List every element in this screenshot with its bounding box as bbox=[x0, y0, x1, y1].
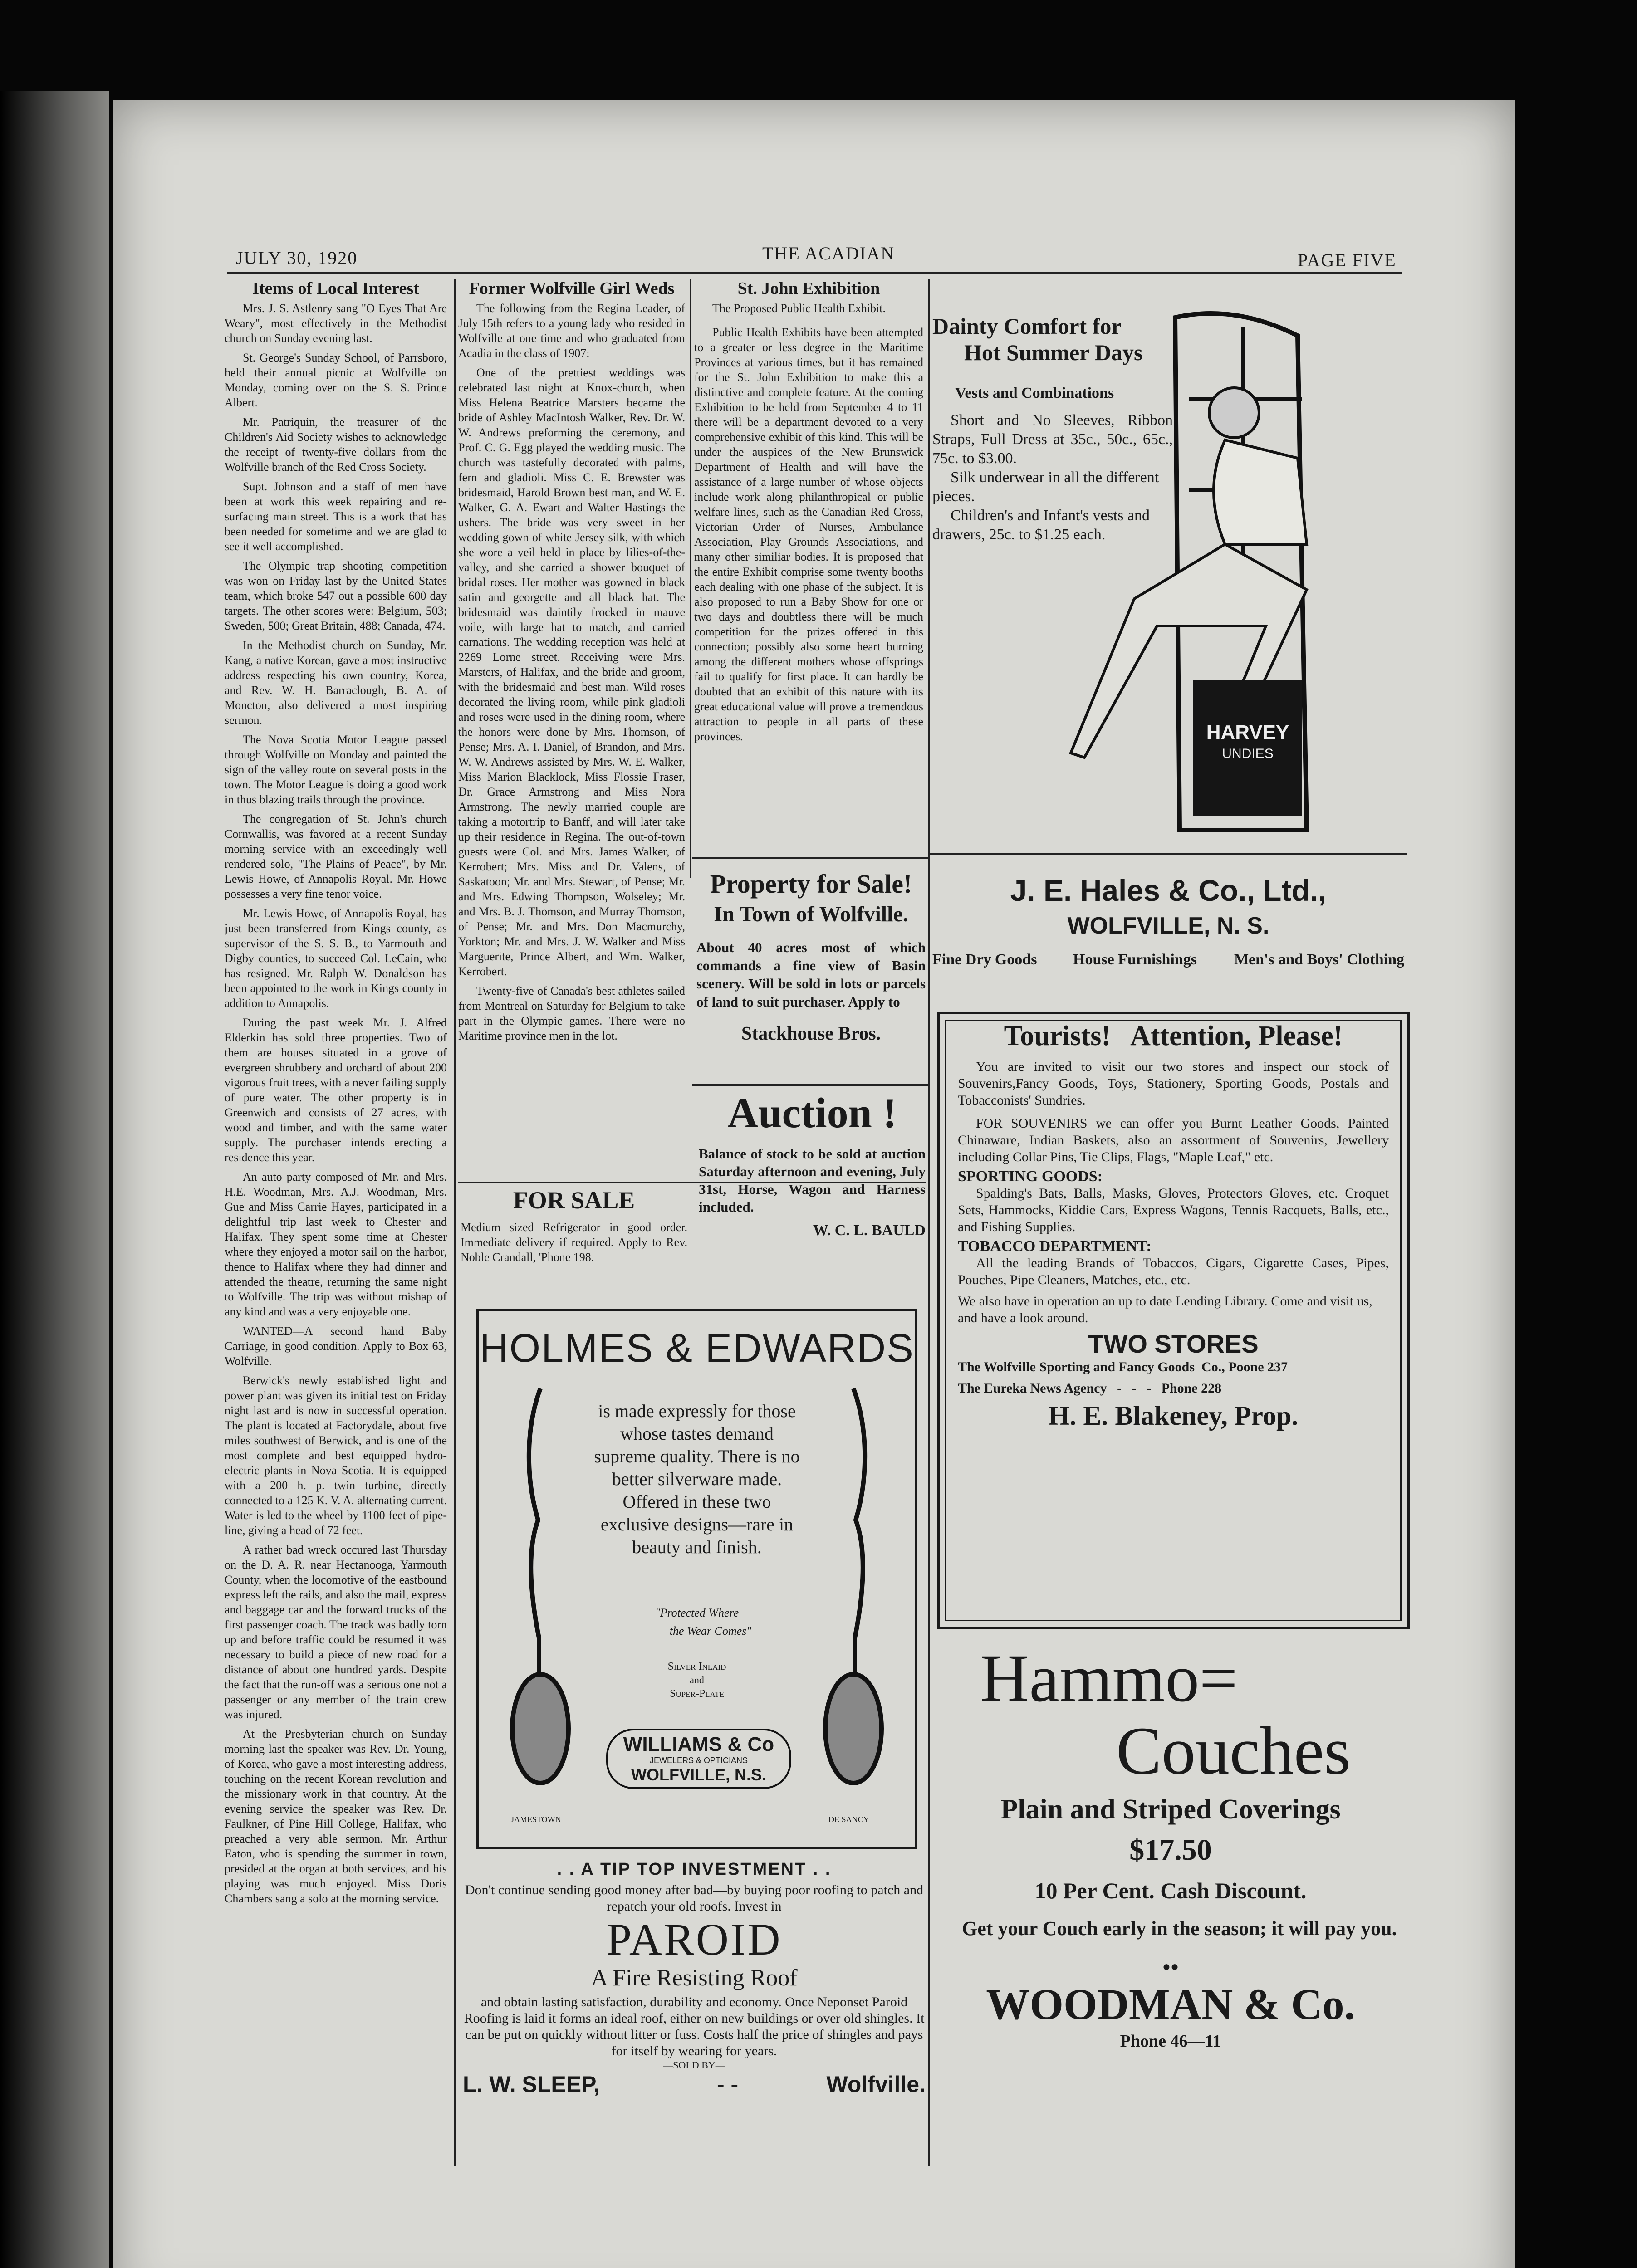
couches-coverings: Plain and Striped Coverings bbox=[1000, 1794, 1341, 1825]
woodman-name: WOODMAN & Co. bbox=[986, 1980, 1355, 2028]
news-item: Supt. Johnson and a staff of men have been at work this week repairing and re-surfacing main street. This is a work that has been needed for sometime and we are glad to see it well accomplished. bbox=[225, 480, 447, 553]
harvey-title: Hot Summer Days bbox=[964, 340, 1143, 365]
paroid-body: and obtain lasting satisfaction, durability and economy. Once Neponset Paroid Roofing is laid it forms an ideal roof, either on new buildings or over old shingles. It can be put on quickly without litter or fuss. Costs half the price of shingles and pays for itself by wearing for years. bbox=[464, 1994, 925, 2058]
hales-ad bbox=[932, 873, 1404, 972]
section-rule bbox=[692, 857, 928, 859]
column-heading: St. John Exhibition bbox=[737, 281, 880, 298]
news-item: Mr. Lewis Howe, of Annapolis Royal, has just been transferred from Kings county, as supervisor of the S. S. B., to Yarmouth and Digby counties, to succeed Col. LeCain, who has resigned. Mr. Ralph W. Donaldson has been appointed to the work in Kings county in addition to Annapolis. bbox=[225, 907, 447, 1010]
paroid-seller: L. W. SLEEP, bbox=[463, 2072, 600, 2097]
couches-title: Hammo= bbox=[980, 1641, 1238, 1716]
holmes-inlaid: and bbox=[690, 1674, 704, 1686]
harvey-silk: Silk underwear in all the different pieces. bbox=[932, 469, 1159, 505]
auction-text: Balance of stock to be sold at auction Saturday afternoon and evening, July 31st, Horse, Wagon and Harness included. bbox=[699, 1146, 926, 1215]
holmes-body: is made expressly for those whose tastes demand supreme quality. There is no better silverware made. Offered in these two exclusive designs—rare in beauty and finish. bbox=[594, 1401, 800, 1557]
paroid-seller-line bbox=[463, 2071, 926, 2098]
holmes-title: HOLMES & EDWARDS bbox=[480, 1325, 914, 1370]
couches-title: Couches bbox=[1116, 1713, 1351, 1789]
column-heading: Items of Local Interest bbox=[252, 281, 419, 298]
paroid-town: Wolfville. bbox=[826, 2072, 926, 2097]
hales-name: J. E. Hales & Co., Ltd., bbox=[1010, 874, 1327, 907]
property-ad bbox=[696, 869, 926, 1045]
header-rule bbox=[227, 272, 1402, 274]
news-item: St. George's Sunday School, of Parrsboro, held their annual picnic at Wolfville on Monday, coming over on the S. S. Prince Albert. bbox=[225, 351, 447, 409]
news-item: WANTED—A second hand Baby Carriage, in good condition. Apply to Box 63, Wolfville. bbox=[225, 1325, 447, 1368]
news-item: Berwick's newly established light and power plant was given its initial test on Friday night last and is now in successful operation. The plant is located at Factorydale, about five miles southwest of Berwick, and is one of the most complete and best equipped hydro-electric plants in Nova Scotia. It is equipped with a 200 h. p. twin turbine, directly connected to a 125 K. V. A. alternating current. Water is led to the wheel by 1100 feet of pipe-line, giving a head of 72 feet. bbox=[225, 1374, 447, 1537]
paroid-intro: Don't continue sending good money after bad—by buying poor roofing to patch and repatch your old roofs. Invest in bbox=[465, 1882, 924, 1914]
williams-trade: JEWELERS & OPTICIANS bbox=[649, 1756, 748, 1765]
harvey-title: Dainty Comfort for bbox=[932, 313, 1122, 339]
couches-ad bbox=[935, 1642, 1407, 2051]
property-subtitle: In Town of Wolfville. bbox=[714, 902, 908, 926]
spoon-right-icon bbox=[819, 1384, 887, 1792]
tourists-tobacco-heading: TOBACCO DEPARTMENT: bbox=[958, 1238, 1152, 1255]
paroid-sold-by: —SOLD BY— bbox=[663, 2059, 725, 2071]
news-item: Mrs. J. S. Astlenry sang "O Eyes That Are Weary", most effectively in the Methodist church on Sunday evening last. bbox=[225, 302, 447, 345]
local-interest-column bbox=[225, 281, 447, 2164]
article-paragraph: Twenty-five of Canada's best athletes sailed from Montreal on Saturday for Belgium to take part in the Olympic games. There were no Maritime province men in the lot. bbox=[458, 984, 685, 1042]
paroid-ad bbox=[463, 1860, 926, 2098]
harvey-children: Children's and Infant's vests and drawers, 25c. to $1.25 each. bbox=[932, 507, 1150, 543]
property-text: About 40 acres most of which commands a fine view of Basin scenery. Will be sold in lots or parcels of land to suit purchaser. Apply to bbox=[696, 939, 926, 1010]
news-item: An auto party composed of Mr. and Mrs. H.E. Woodman, Mrs. A.J. Woodman, Mrs. Gue and Miss Carrie Hayes, participated in a delightful trip last week to Chester and Halifax. They spent some time at Chester where they enjoyed a motor sail on the harbor, thence to Halifax where they had dinner and attended the theatre, returning the same night to Wolfville. The trip was without mishap of any kind and was a very enjoyable one. bbox=[225, 1170, 447, 1318]
design-name-right: DE SANCY bbox=[828, 1815, 869, 1824]
hales-town: WOLFVILLE, N. S. bbox=[1067, 913, 1269, 939]
for-sale-title: FOR SALE bbox=[513, 1187, 635, 1214]
article-subtitle: The Proposed Public Health Exhibit. bbox=[712, 302, 886, 315]
couches-discount: 10 Per Cent. Cash Discount. bbox=[1034, 1878, 1307, 1903]
williams-logo bbox=[606, 1729, 791, 1789]
paroid-dash: - - bbox=[717, 2072, 739, 2097]
article-paragraph: The following from the Regina Leader, of July 15th refers to a young lady who resided in Wolfville at one time and who graduated from Acadia in the class of 1907: bbox=[458, 302, 685, 360]
holmes-inlaid: Super-Plate bbox=[670, 1688, 724, 1700]
auction-title: Auction ! bbox=[727, 1090, 897, 1137]
tourists-ad bbox=[937, 1012, 1410, 1629]
tourists-store: The Wolfville Sporting and Fancy Goods Co., Poone 237 bbox=[958, 1359, 1288, 1374]
news-item: Mr. Patriquin, the treasurer of the Children's Aid Society wishes to acknowledge the receipt of twenty-five dollars from the Wolfville branch of the Red Cross Society. bbox=[225, 415, 447, 474]
column-rule bbox=[690, 279, 691, 878]
couches-price: $17.50 bbox=[1129, 1833, 1212, 1867]
news-item: The Nova Scotia Motor League passed through Wolfville on Monday and painted the sign of the valley route on several posts in the town. The Motor League is doing a good work in thus blazing trails through the province. bbox=[225, 733, 447, 806]
column-heading: Former Wolfville Girl Weds bbox=[469, 281, 675, 298]
tourists-intro: You are invited to visit our two stores and inspect our stock of Souvenirs,Fancy Goods, Toys, Stationery, Sporting Goods, Postals and Tobacconists' Sundries. bbox=[958, 1059, 1389, 1108]
property-title: Property for Sale! bbox=[710, 869, 912, 899]
tourists-body bbox=[958, 1021, 1389, 1431]
paroid-tagline: . . A TIP TOP INVESTMENT . . bbox=[557, 1860, 832, 1879]
for-sale-ad bbox=[461, 1186, 687, 1265]
section-rule bbox=[692, 1084, 928, 1086]
auction-ad bbox=[699, 1089, 926, 1239]
news-item: The congregation of St. John's church Cornwallis, was favored at a recent Sunday morning service with an exceedingly well rendered solo, "The Plains of Peace", by Mr. Lewis Howe, of Annapolis Royal. Mr. Howe possesses a very fine tenor voice. bbox=[225, 812, 447, 900]
news-item: The Olympic trap shooting competition was won on Friday last by the United States team, which broke 547 out a possible 600 day targets. The other scores were: Belgium, 503; Sweden, 500; Great Britain, 488; Canada, 474. bbox=[225, 559, 447, 632]
paroid-subtitle: A Fire Resisting Roof bbox=[591, 1965, 798, 1991]
tourists-title: Tourists! Attention, Please! bbox=[1004, 1021, 1343, 1051]
page-number: PAGE FIVE bbox=[1298, 250, 1397, 270]
article-paragraph: Public Health Exhibits have been attempted to a greater or less degree in the Maritime Provinces at various times, but it has remained for the St. John Exhibition to make this a distinctive and complete feature. At the coming Exhibition to be held from September 4 to 11 there will be a department devoted to a very comprehensive exhibit of this kind. This will be under the auspices of the New Brunswick Department of Health and will have the assistance of a large number of whose objects include work along philanthropical or public welfare lines, such as the Canadian Red Cross, Victorian Order of Nurses, Ambulance Association, Play Grounds Associations, and many other similiar bodies. It is proposed that the entire Exhibit comprise some twenty booths each dealing with one phase of the subject. It is also proposed to run a Baby Show for one or two days and doubtless there will be much competition for the prizes offered in this connection; possibly also some heart burning among the different mothers whose offsprings fail to qualify for first place. It can hardly be doubted that an exhibit of this nature with its great educational value will prove a tremendous attraction to people in all parts of these provinces. bbox=[694, 326, 923, 743]
exhibition-column bbox=[694, 281, 923, 848]
couches-note: Get your Couch early in the season; it will pay you. bbox=[962, 1917, 1397, 1940]
holmes-inlaid: Silver Inlaid bbox=[667, 1661, 726, 1672]
news-item: During the past week Mr. J. Alfred Elderkin has sold three properties. Two of them are houses situated in a grove of evergreen shrubbery and orchard of about 200 vigorous fruit trees, with a never failing supply of pure water. The other property is in Greenwich and consists of 27 acres, with wood and timber, and with the same water supply. The purchaser intends erecting a residence this year. bbox=[225, 1016, 447, 1164]
for-sale-text: Medium sized Refrigerator in good order. Immediate delivery if required. Apply to Rev. Noble Crandall, 'Phone 198. bbox=[461, 1221, 687, 1264]
woodman-phone: Phone 46—11 bbox=[1120, 2032, 1221, 2051]
hales-department: Fine Dry Goods bbox=[932, 951, 1037, 968]
holmes-quote: "Protected Where bbox=[655, 1606, 739, 1619]
ornament-icon: ●● bbox=[1162, 1959, 1179, 1974]
tourists-souvenirs: FOR SOUVENIRS we can offer you Burnt Leather Goods, Painted Chinaware, Indian Baskets, also an assortment of Souvenirs, Jewellery including Collar Pins, Tie Clips, Flags, "Maple Leaf," etc. bbox=[958, 1116, 1389, 1164]
holmes-quote: the Wear Comes" bbox=[669, 1624, 752, 1637]
column-rule bbox=[928, 279, 930, 2166]
article-paragraph: One of the prettiest weddings was celebrated last night at Knox-church, when Miss Helena Beatrice Marsters became the bride of Ashley MacIntosh Walker, Rev. Dr. W. W. Andrews preforming the ceremony, and Prof. C. G. Egg played the wedding music. The church was tastefully decorated with palms, fern and gladioli. Miss C. E. Brewster was bridesmaid, Harold Brown best man, and W. E. Walker, G. A. Ewart and Walter Hastings the ushers. The bride was very sweet in her wedding gown of white Jersey silk, with which she wore a veil held in place by lilies-of-the-valley, and she carried a shower bouquet of bridal roses. Her mother was gowned in black satin and georgette and all black hat. The bridesmaid was daintily frocked in mauve voile, with large hat to match, and carried carnations. The wedding reception was held at 2269 Lorne street. Receiving were Mrs. Marsters, of Halifax, and the bride and groom, with the bridesmaid and best man. Wild roses decorated the living room, while pink gladioli and roses were used in the dining room, where the honors were done by Mrs. Thomson, of Pense; Mrs. A. I. Daniel, of Brandon, and Mrs. W. W. Andrews assisted by Mrs. W. E. Walker, Miss Marion Blacklock, Miss Flossie Fraser, Dr. Grace Armstrong and Miss Nora Armstrong. The newly married couple are taking a motortrip to Banff, and will later take up their residence in Regina. The out-of-town guests were Col. and Mrs. James Walker, of Kerrobert; Mrs. Miss and Dr. Valens, of Saskatoon; Mr. and Mrs. Stewart, of Pense; Mr. and Mrs. Edwing Thompson, Wolseley; Mr. and Mrs. B. J. Thomson, and Murray Thomson, of Pense; Mr. and Mrs. Don Macmurchy, Yorkton; Mr. and Mrs. J. W. Walker and Miss Marguerite, Prince Albert, and Wm. Walker, Kerrobert. bbox=[458, 366, 685, 978]
harvey-subtitle: Vests and Combinations bbox=[955, 385, 1114, 401]
tourists-sporting-heading: SPORTING GOODS: bbox=[958, 1168, 1103, 1185]
news-item: A rather bad wreck occured last Thursday on the D. A. R. near Hectanooga, Yarmouth County, when the locomotive of the eastbound express left the rails, and also the mail, express and baggage car and the forward trucks of the first passenger coach. The track was badly torn up and before traffic could be resumed it was necessary to build a piece of new road for a distance of about one hundred yards. Despite the fact that the run-off was a serious one not a passenger or any member of the train crew was injured. bbox=[225, 1543, 447, 1721]
tourists-library: We also have in operation an up to date Lending Library. Come and visit us, and have a look around. bbox=[958, 1294, 1372, 1325]
design-name-left: JAMESTOWN bbox=[511, 1815, 561, 1824]
hales-department: House Furnishings bbox=[1073, 951, 1197, 968]
wedding-column bbox=[458, 281, 685, 1179]
paroid-name: PAROID bbox=[606, 1914, 782, 1965]
scan-edge bbox=[0, 91, 109, 2268]
williams-name: WILLIAMS & Co bbox=[623, 1733, 774, 1755]
news-item: In the Methodist church on Sunday, Mr. Kang, a native Korean, gave a most instructive address respecting his own country, Korea, and Rev. W. H. Barraclough, B. A. of Moncton, also delivered a most inspiring sermon. bbox=[225, 639, 447, 727]
williams-town: WOLFVILLE, N.S. bbox=[631, 1765, 766, 1784]
column-rule bbox=[454, 279, 456, 2166]
holmes-edwards-ad bbox=[476, 1309, 917, 1849]
harvey-logo: HARVEY bbox=[1206, 721, 1289, 743]
paper-name: THE ACADIAN bbox=[762, 243, 895, 264]
harvey-logo: UNDIES bbox=[1222, 746, 1274, 761]
hales-department: Men's and Boys' Clothing bbox=[1234, 951, 1404, 968]
tourists-store: The Eureka News Agency - - - Phone 228 bbox=[958, 1381, 1222, 1396]
section-rule bbox=[930, 853, 1407, 855]
tourists-proprietor: H. E. Blakeney, Prop. bbox=[1048, 1401, 1299, 1431]
harvey-prices: Short and No Sleeves, Ribbon Straps, Full Dress at 35c., 50c., 65c., 75c. to $3.00. bbox=[932, 412, 1173, 467]
hales-departments bbox=[932, 951, 1404, 972]
tourists-tobacco: All the leading Brands of Tobaccos, Cigars, Cigarette Cases, Pipes, Pouches, Pipe Cleaners, Matches, etc., etc. bbox=[958, 1256, 1389, 1287]
tourists-two-stores: TWO STORES bbox=[1088, 1330, 1259, 1358]
spoon-left-icon bbox=[506, 1384, 574, 1792]
property-agent: Stackhouse Bros. bbox=[741, 1023, 881, 1044]
issue-date: JULY 30, 1920 bbox=[236, 248, 358, 268]
news-item: At the Presbyterian church on Sunday morning last the speaker was Rev. Dr. Young, of Korea, who gave a most interesting address, touching on the recent Korean revolution and the missionary work in that country. At the evening service the speaker was Rev. Dr. Faulkner, of Pine Hill College, Halifax, who preached a very able sermon. Mr. Arthur Eaton, who is spending the summer in town, presided at the organ at both services, and his playing was much enjoyed. Miss Doris Chambers sang a solo at the morning service. bbox=[225, 1727, 447, 1905]
tourists-sporting: Spalding's Bats, Balls, Masks, Gloves, Protectors Gloves, etc. Croquet Sets, Hammocks, Kiddie Cars, Express Wagons, Tennis Racquets, Balls, etc., and Fishing Supplies. bbox=[958, 1186, 1389, 1234]
auction-auctioneer: W. C. L. BAULD bbox=[813, 1222, 926, 1239]
